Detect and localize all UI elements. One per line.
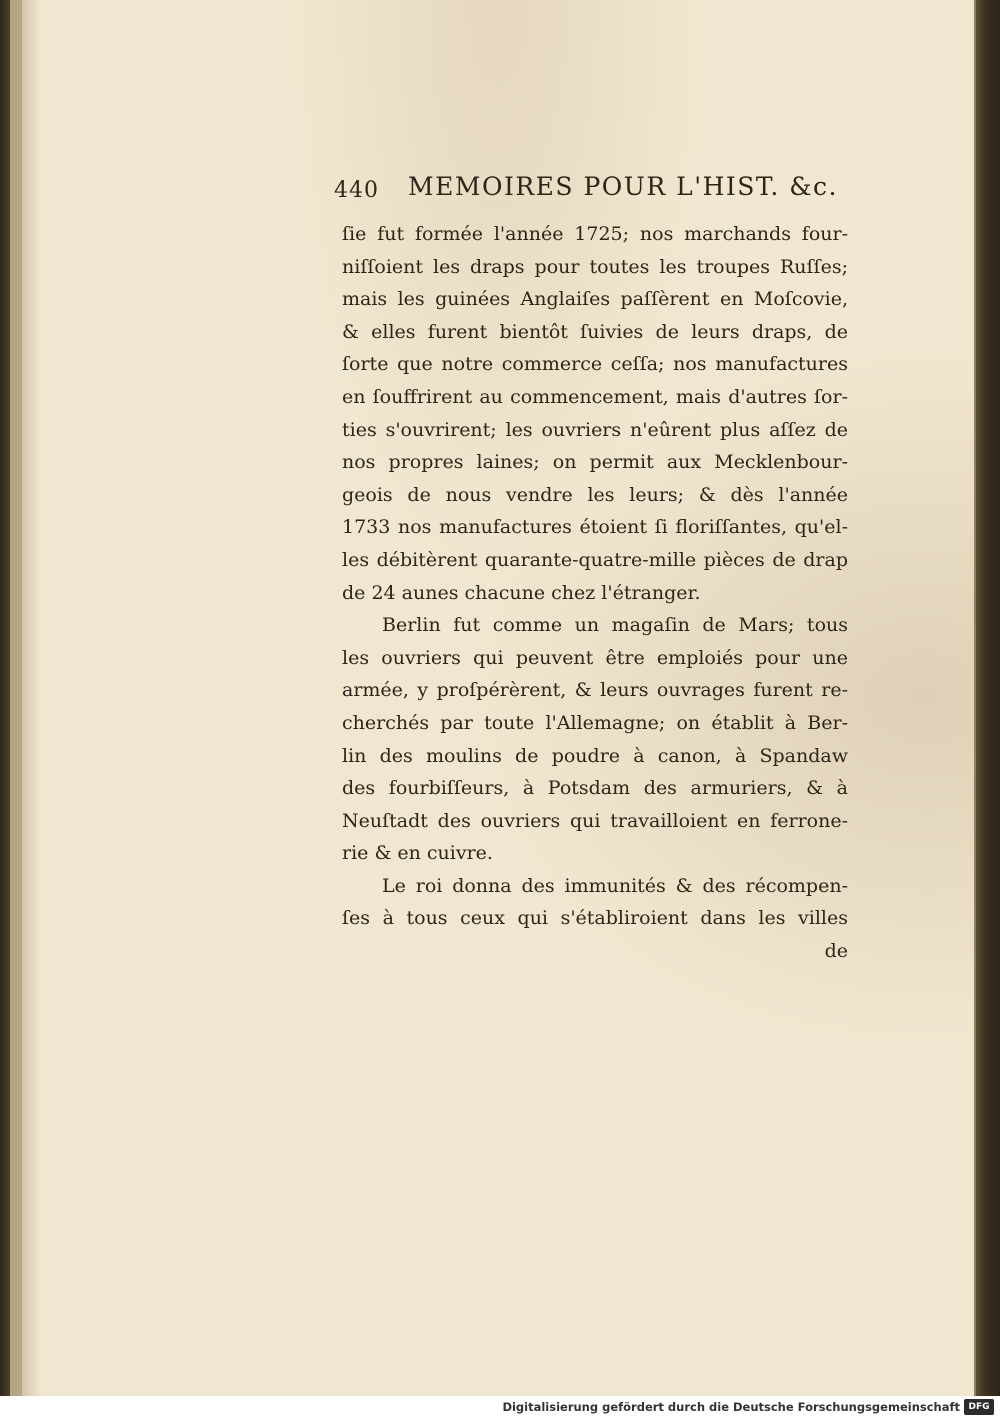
body-text [342,218,848,968]
running-title: MEMOIRES POUR L'HIST. &c. [408,172,838,201]
text-line: de 24 aunes chacune chez l'étranger. [342,581,701,604]
text-line: mais les guinées Anglaiſes paſſèrent en Moſcovie, [342,288,848,311]
text-line: ties s'ouvrirent; les ouvriers n'eûrent plus aſſez de [342,418,848,441]
book-board-right [976,0,1000,1396]
footer-bar [0,1396,1000,1420]
text-line: rie & en cuivre. [342,842,493,865]
text-line: Neuſtadt des ouvriers qui travailloient en ferrone- [342,809,848,832]
text-line: les débitèrent quarante-quatre-mille pièces de drap [342,548,848,571]
text-line: Berlin fut comme un magaſin de Mars; tous [382,614,848,637]
funding-credit: Digitalisierung gefördert durch die Deutsche Forschungsgemeinschaft [502,1400,960,1414]
text-line: en ſouffrirent au commencement, mais d'autres ſor- [342,385,848,408]
text-line: ſorte que notre commerce ceſſa; nos manufactures [342,353,848,376]
text-line: cherchés par toute l'Allemagne; on établit à Ber- [342,711,848,734]
text-line: lin des moulins de poudre à canon, à Spandaw [342,744,848,767]
text-line: ſie fut formée l'année 1725; nos marchands four- [342,223,848,245]
text-line: geois de nous vendre les leurs; & dès l'année [342,483,848,506]
text-line: nos propres laines; on permit aux Mecklenbour- [342,451,848,474]
text-line: niſſoient les draps pour toutes les troupes Ruſſes; [342,255,848,278]
page-header [334,170,838,210]
text-line: des fourbiſſeurs, à Potsdam des armuriers, & à [342,777,848,800]
page-number: 440 [334,178,379,203]
text-line: Le roi donna des immunités & des récompen- [382,874,848,897]
text-line: les ouvriers qui peuvent être emploiés pour une [342,646,848,669]
text-line: ſes à tous ceux qui s'établiroient dans les villes [342,907,848,930]
text-line: armée, y proſpérèrent, & leurs ouvrages furent re- [342,679,848,702]
text-line: & elles furent bientôt ſuivies de leurs draps, de [342,320,848,343]
catchword: de [824,940,848,963]
text-line: 1733 nos manufactures étoient ſi floriſſantes, qu'el- [342,516,848,539]
dfg-logo-icon: DFG [964,1399,994,1415]
